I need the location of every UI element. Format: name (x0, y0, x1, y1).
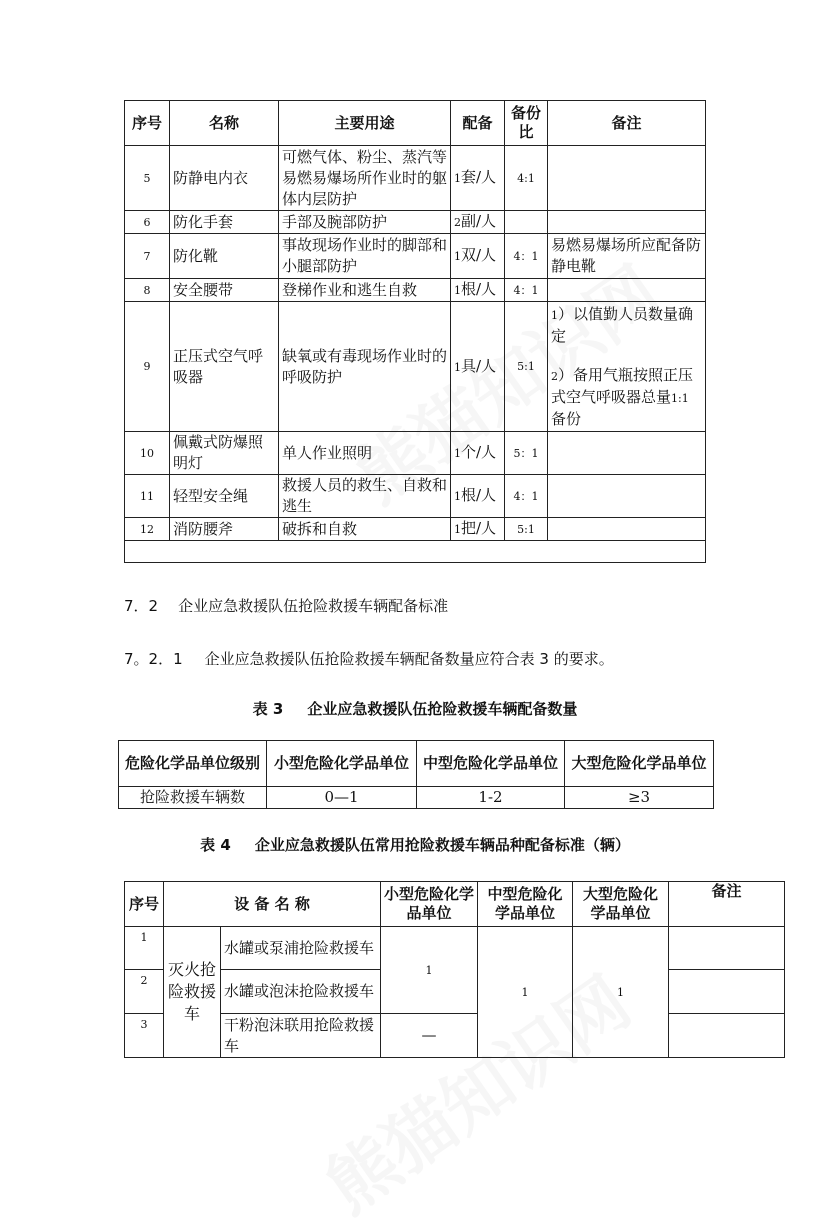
row-name: 轻型安全绳 (170, 475, 279, 518)
table-row (125, 234, 706, 279)
row-qty: 1个/人 (451, 432, 505, 475)
row-qty: 1根/人 (451, 279, 505, 302)
row-name: 防化手套 (170, 211, 279, 234)
row-no: 5 (125, 146, 170, 211)
header-remark: 备注 (669, 882, 785, 927)
row-name: 佩戴式防爆照明灯 (170, 432, 279, 475)
row-remark (548, 475, 706, 518)
header-remark: 备注 (548, 101, 706, 146)
row-ratio: 5:1 (505, 302, 548, 432)
header-large: 大型危险化学品单位 (573, 882, 669, 927)
row-qty: 1套/人 (451, 146, 505, 211)
header-small: 小型危险化学品单位 (381, 882, 478, 927)
row-name: 正压式空气呼吸器 (170, 302, 279, 432)
row-label: 抢险救援车辆数 (119, 787, 267, 809)
row-no: 2 (125, 970, 164, 1014)
section-7-2-1: 7。2．1 企业应急救援队伍抢险救援车辆配备数量应符合表 3 的要求。 (124, 650, 614, 668)
table-row (125, 279, 706, 302)
row-remark (669, 1014, 785, 1058)
group-fire-rescue: 灭火抢险救援车 (164, 927, 221, 1058)
row-qty: 2副/人 (451, 211, 505, 234)
row-ratio: 5：1 (505, 432, 548, 475)
header-no: 序号 (125, 101, 170, 146)
table-row (125, 211, 706, 234)
row-remark (548, 518, 706, 541)
row-qty: 1具/人 (451, 302, 505, 432)
protective-equipment-table (124, 100, 706, 563)
row-large: ≥3 (565, 787, 714, 809)
row-use: 救援人员的救生、自救和逃生 (279, 475, 451, 518)
row-ratio: 4：1 (505, 234, 548, 279)
row-use: 可燃气体、粉尘、蒸汽等易燃易爆场所作业时的躯体内层防护 (279, 146, 451, 211)
row-name: 水罐或泵浦抢险救援车 (221, 927, 381, 970)
row-use: 事故现场作业时的脚部和小腿部防护 (279, 234, 451, 279)
table-row (119, 787, 714, 809)
table-empty-row (125, 541, 706, 563)
medium-unit-count: 1 (478, 927, 573, 1058)
table-row (125, 1014, 785, 1058)
row-qty: 1根/人 (451, 475, 505, 518)
row-no: 10 (125, 432, 170, 475)
row-no: 12 (125, 518, 170, 541)
row-no: 9 (125, 302, 170, 432)
row-remark (548, 279, 706, 302)
small-unit-count: 1 (381, 927, 478, 1014)
table4-caption: 表 4 企业应急救援队伍常用抢险救援车辆品种配备标准（辆） (200, 836, 630, 854)
row-use: 缺氧或有毒现场作业时的呼吸防护 (279, 302, 451, 432)
row-ratio: 5:1 (505, 518, 548, 541)
header-unit-level: 危险化学品单位级别 (119, 741, 267, 787)
vehicle-quantity-table (118, 740, 714, 809)
row-qty: 1双/人 (451, 234, 505, 279)
large-unit-count: 1 (573, 927, 669, 1058)
row-name: 干粉泡沫联用抢险救援车 (221, 1014, 381, 1058)
row-remark: 易燃易爆场所应配备防静电靴 (548, 234, 706, 279)
header-use: 主要用途 (279, 101, 451, 146)
row-no: 8 (125, 279, 170, 302)
table-row (125, 432, 706, 475)
row-remark (548, 211, 706, 234)
row-name: 水罐或泡沫抢险救援车 (221, 970, 381, 1014)
row-name: 安全腰带 (170, 279, 279, 302)
row-use: 破拆和自救 (279, 518, 451, 541)
table-row (125, 518, 706, 541)
row-no: 7 (125, 234, 170, 279)
row-remark (548, 432, 706, 475)
row-use: 登梯作业和逃生自救 (279, 279, 451, 302)
row-no: 1 (125, 927, 164, 970)
row-use: 手部及腕部防护 (279, 211, 451, 234)
row-small: 0—1 (267, 787, 417, 809)
table-row (125, 302, 706, 432)
header-large: 大型危险化学品单位 (565, 741, 714, 787)
table3-caption: 表 3 企业应急救援队伍抢险救援车辆配备数量 (252, 700, 578, 718)
table-row (125, 927, 785, 970)
header-medium: 中型危险化学品单位 (478, 882, 573, 927)
vehicle-types-table (124, 881, 785, 1058)
row-remark (669, 927, 785, 970)
row-ratio: 4：1 (505, 279, 548, 302)
section-7-2: 7．2 企业应急救援队伍抢险救援车辆配备标准 (124, 597, 449, 615)
row-ratio: 4:1 (505, 146, 548, 211)
header-equipment-name: 设 备 名 称 (164, 882, 381, 927)
row-name: 消防腰斧 (170, 518, 279, 541)
row-name: 防静电内衣 (170, 146, 279, 211)
row-remark (669, 970, 785, 1014)
row-qty: 1把/人 (451, 518, 505, 541)
row-no: 3 (125, 1014, 164, 1058)
row-no: 11 (125, 475, 170, 518)
row-remark: 1）以值勤人员数量确定 2）备用气瓶按照正压式空气呼吸器总量1:1备份 (548, 302, 706, 432)
header-small: 小型危险化学品单位 (267, 741, 417, 787)
row-ratio (505, 211, 548, 234)
header-qty: 配备 (451, 101, 505, 146)
header-ratio: 备份比 (505, 101, 548, 146)
header-medium: 中型危险化学品单位 (417, 741, 565, 787)
row-remark (548, 146, 706, 211)
header-name: 名称 (170, 101, 279, 146)
row-use: 单人作业照明 (279, 432, 451, 475)
row-name: 防化靴 (170, 234, 279, 279)
table-row (125, 475, 706, 518)
row-ratio: 4：1 (505, 475, 548, 518)
small-unit-count-row3: — (381, 1014, 478, 1058)
row-medium: 1-2 (417, 787, 565, 809)
row-no: 6 (125, 211, 170, 234)
table-row (125, 146, 706, 211)
header-no: 序号 (125, 882, 164, 927)
